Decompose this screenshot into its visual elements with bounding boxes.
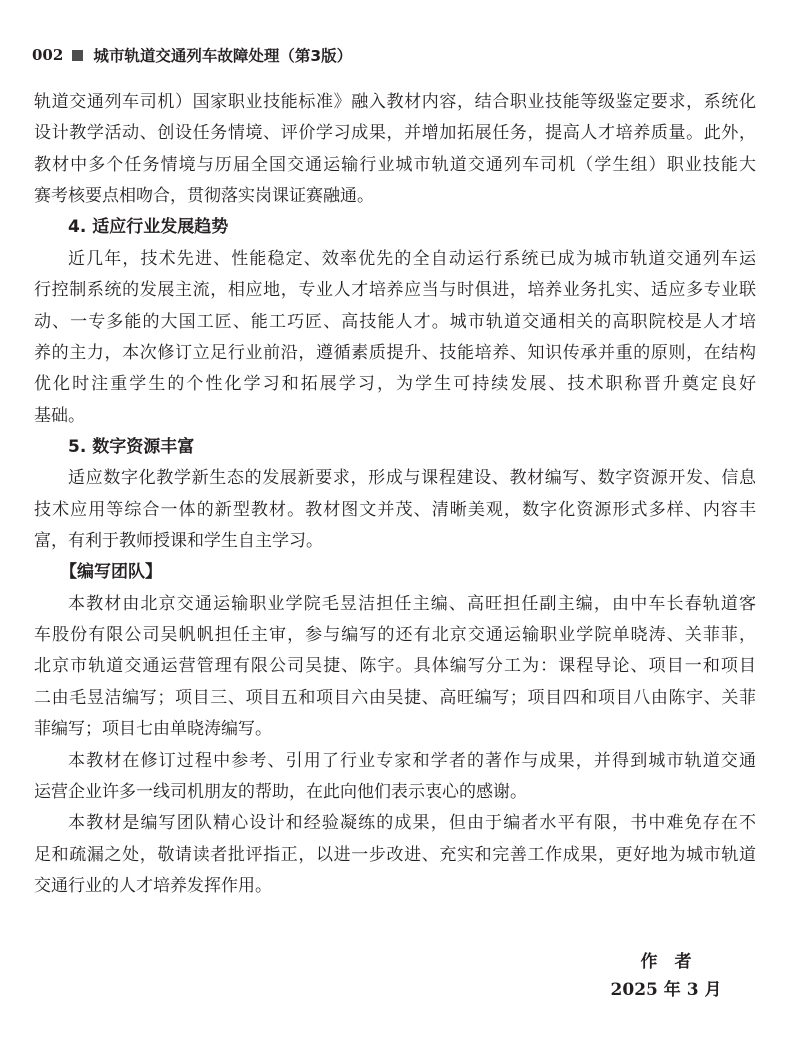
square-bullet-icon [72, 50, 83, 61]
body-line: 菲编写；项目七由单晓涛编写。 [34, 719, 272, 740]
body-line: 基础。 [34, 405, 85, 426]
section-heading: 【编写团队】 [60, 562, 162, 583]
body-line: 轨道交通列车司机）国家职业技能标准》融入教材内容，结合职业技能等级鉴定要求，系统化 [34, 92, 756, 112]
body-line: 北京市轨道交通运营管理有限公司吴捷、陈宇。具体编写分工为：课程导论、项目一和项目 [34, 656, 756, 677]
body-line: 动、一专多能的大国工匠、能工巧匠、高技能人才。城市轨道交通相关的高职院校是人才培 [34, 311, 756, 332]
running-title: 城市轨道交通列车故障处理（第3版） [93, 47, 353, 65]
body-line: 本教材在修订过程中参考、引用了行业专家和学者的著作与成果，并得到城市轨道交通 [68, 750, 756, 771]
section-heading: 4. 适应行业发展趋势 [68, 217, 229, 238]
author-signature: 作 者 [640, 952, 692, 972]
body-line: 设计教学活动、创设任务情境、评价学习成果，并增加拓展任务，提高人才培养质量。此外， [34, 123, 756, 144]
body-line: 车股份有限公司吴帆帆担任主审，参与编写的还有北京交通运输职业学院单晓涛、关菲菲， [34, 625, 756, 646]
body-line: 本教材由北京交通运输职业学院毛昱洁担任主编、高旺担任副主编，由中车长春轨道客 [68, 593, 756, 614]
body-line: 二由毛昱洁编写；项目三、项目五和项目六由吴捷、高旺编写；项目四和项目八由陈宇、关菲 [34, 687, 756, 708]
body-line: 交通行业的人才培养发挥作用。 [34, 875, 272, 896]
body-line: 技术应用等综合一体的新型教材。教材图文并茂、清晰美观，数字化资源形式多样、内容丰 [34, 499, 756, 520]
body-line: 足和疏漏之处，敬请读者批评指正，以进一步改进、充实和完善工作成果，更好地为城市轨道 [34, 844, 756, 865]
body-line: 本教材是编写团队精心设计和经验凝练的成果，但由于编者水平有限，书中难免存在不 [68, 813, 756, 834]
running-header [32, 44, 352, 66]
body-line: 适应数字化教学新生态的发展新要求，形成与课程建设、教材编写、数字资源开发、信息 [68, 468, 756, 489]
body-line: 赛考核要点相吻合，贯彻落实岗课证赛融通。 [34, 186, 374, 207]
body-line: 富，有利于教师授课和学生自主学习。 [34, 531, 323, 552]
body-line: 运营企业许多一线司机朋友的帮助，在此向他们表示衷心的感谢。 [34, 781, 527, 802]
section-heading: 5. 数字资源丰富 [68, 436, 195, 457]
body-line: 优化时注重学生的个性化学习和拓展学习，为学生可持续发展、技术职称晋升奠定良好 [34, 374, 756, 395]
body-text [34, 87, 756, 902]
body-line: 教材中多个任务情境与历届全国交通运输行业城市轨道交通列车司机（学生组）职业技能大 [34, 154, 756, 175]
page-number: 002 [32, 46, 64, 64]
body-line: 行控制系统的发展主流，相应地，专业人才培养应当与时俱进，培养业务扎实、适应多专业联 [34, 280, 756, 301]
body-line: 养的主力，本次修订立足行业前沿，遵循素质提升、技能培养、知识传承并重的原则，在结构 [34, 342, 756, 363]
body-line: 近几年，技术先进、性能稳定、效率优先的全自动运行系统已成为城市轨道交通列车运 [68, 248, 756, 269]
signature-date: 2025 年 3 月 [610, 980, 722, 1000]
